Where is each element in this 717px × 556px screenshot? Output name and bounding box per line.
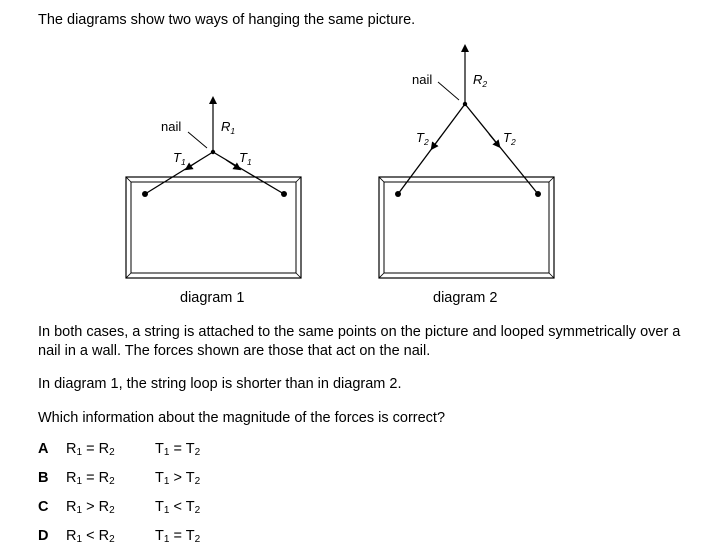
t-relation: $T_1 = T_2$ bbox=[155, 528, 201, 545]
r-relation: $R_1 < R_2$ bbox=[66, 528, 115, 545]
diagram-2-caption: diagram 2 bbox=[433, 290, 498, 306]
attach-point-right bbox=[281, 191, 287, 197]
picture-frame-inner bbox=[384, 182, 549, 273]
option-letter: A bbox=[38, 441, 49, 457]
r1-label: $R_1$ bbox=[221, 119, 236, 136]
picture-frame-outer bbox=[126, 177, 301, 278]
picture-frame-outer bbox=[379, 177, 554, 278]
t2-left-label: $T_2$ bbox=[416, 130, 429, 147]
diagram-1 bbox=[126, 100, 301, 306]
force-t2-left-arrow bbox=[433, 136, 441, 147]
attach-point-left bbox=[395, 191, 401, 197]
picture-frame-inner bbox=[131, 182, 296, 273]
r-relation: $R_1 > R_2$ bbox=[66, 499, 115, 516]
t1-right-label: $T_1$ bbox=[239, 150, 252, 167]
diagram-1-caption: diagram 1 bbox=[180, 290, 245, 306]
question-text: Which information about the magnitude of the forces is correct? bbox=[38, 410, 446, 426]
nail-leader bbox=[438, 82, 459, 100]
attach-point-left bbox=[142, 191, 148, 197]
force-t2-right-arrow bbox=[489, 134, 498, 145]
string-right bbox=[465, 104, 538, 194]
t-relation: $T_1 > T_2$ bbox=[155, 470, 201, 487]
paragraph-setup: In both cases, a string is attached to the same points on the picture and looped symmetrically over a nail in a wall. The forces shown are those that act on the nail. bbox=[38, 324, 681, 359]
intro-text: The diagrams show two ways of hanging the same picture. bbox=[38, 12, 416, 28]
attach-point-right bbox=[535, 191, 541, 197]
force-t1-right-arrow bbox=[226, 160, 238, 168]
nail-label-2: nail bbox=[412, 72, 433, 87]
string-left bbox=[398, 104, 465, 194]
paragraph-loop: In diagram 1, the string loop is shorter than in diagram 2. bbox=[38, 376, 402, 392]
nail-leader bbox=[188, 132, 207, 148]
r-relation: $R_1 = R_2$ bbox=[66, 441, 115, 458]
option-letter: C bbox=[38, 499, 49, 515]
t-relation: $T_1 = T_2$ bbox=[155, 441, 201, 458]
force-t1-left-arrow bbox=[188, 160, 200, 168]
option-letter: B bbox=[38, 470, 49, 486]
t-relation: $T_1 < T_2$ bbox=[155, 499, 201, 516]
t1-left-label: $T_1$ bbox=[173, 150, 186, 167]
r2-label: $R_2$ bbox=[473, 72, 488, 89]
t2-right-label: $T_2$ bbox=[503, 130, 516, 147]
option-letter: D bbox=[38, 528, 49, 544]
nail-label-1: nail bbox=[161, 119, 182, 134]
diagram-2 bbox=[379, 48, 554, 306]
r-relation: $R_1 = R_2$ bbox=[66, 470, 115, 487]
